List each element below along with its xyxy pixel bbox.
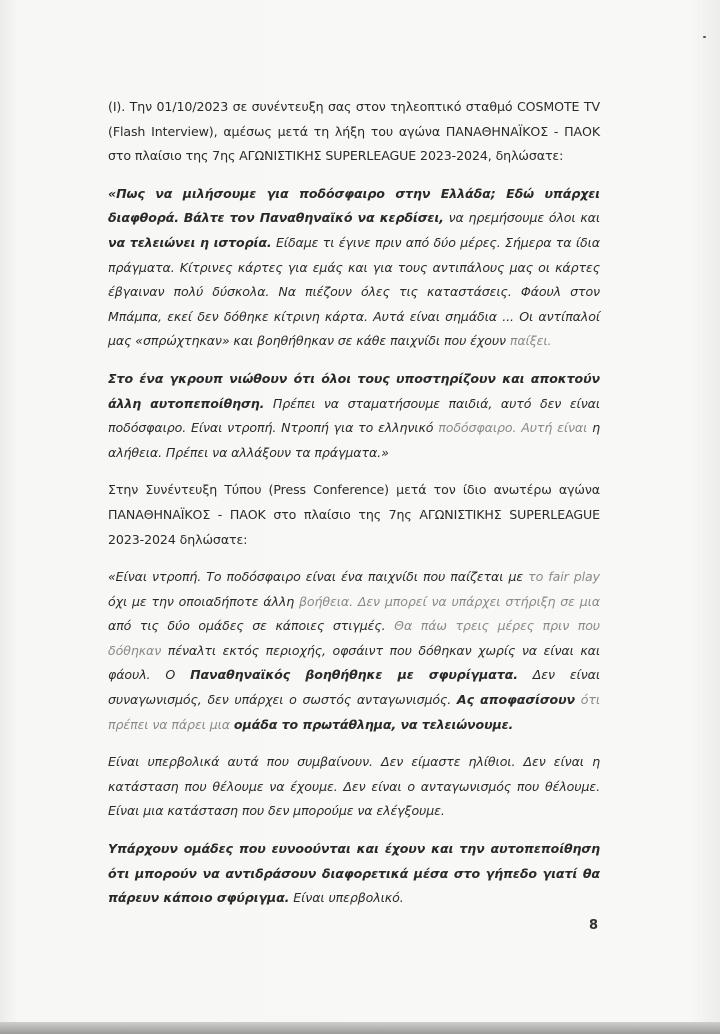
scan-bottom-edge xyxy=(0,1022,720,1034)
quote1-bold-3: να τελειώνει η ιστορία. xyxy=(108,234,272,250)
press-paragraph: Στην Συνέντευξη Τύπου (Press Conference) μετά τον ίδιο ανωτέρω αγώνα ΠΑΝΑΘΗΝΑΪΚΟΣ - ΠΑΟΚ στο πλαίσιο της 7ης ΑΓΩΝΙΣΤΙΚΗΣ SUPERLEAGUE 2023-2024 δηλώσατε: xyxy=(108,482,600,547)
quote3-faded-2: βοήθεια. Δεν μπορεί να υπάρχει στήριξη σε μια xyxy=(298,593,601,609)
quote3-faded-1: το fair play xyxy=(528,569,600,585)
quote2-end: η αλήθεια. Πρέπει να αλλάξουν τα πράγματα.» xyxy=(108,420,600,460)
quote1-bold-1: «Πως να μιλήσουμε για ποδόσφαιρο στην Ελλάδα; Εδώ υπάρχει διαφθορά. xyxy=(108,185,600,226)
quote3-text-3: από τις δύο ομάδες σε κάποιες στιγμές. xyxy=(108,618,386,634)
quote3-text-1: «Είναι ντροπή. Το ποδόσφαιρο είναι ένα παιχνίδι που παίζεται με xyxy=(108,569,524,585)
page-number: 8 xyxy=(589,918,599,933)
quote-paragraph-3 xyxy=(108,565,600,737)
quote-paragraph-1 xyxy=(108,182,600,354)
intro-paragraph: (Ι). Την 01/10/2023 σε συνέντευξη σας στον τηλεοπτικό σταθμό COSMOTE TV (Flash Interview), αμέσως μετά τη λήξη του αγώνα ΠΑΝΑΘΗΝΑΪΚΟΣ - ΠΑΟΚ στο πλαίσιο της 7ης ΑΓΩΝΙΣΤΙΚΗΣ SUPERLEAGUE 2023-2024, δηλώσατε: xyxy=(108,99,600,164)
quote1-faded: παίξει. xyxy=(509,333,552,349)
quote3-text-4: πέναλτι εκτός περιοχής, οφσάιντ που δόθηκαν χωρίς να είναι και φάουλ. Ο xyxy=(108,642,601,683)
quote-paragraph-4: Είναι υπερβολικά αυτά που συμβαίνουν. Δεν είμαστε ηλίθιοι. Δεν είναι η κατάσταση που θέλουμε να έχουμε. Δεν είναι ο ανταγωνισμός που θέλουμε. Είναι μια κατάσταση που δεν μπορούμε να ελέγξουμε. xyxy=(108,754,600,819)
quote1-text-2: Είδαμε τι έγινε πριν από δύο μέρες. Σήμερα τα ίδια πράγματα. Κίτρινες κάρτες για εμάς και για τους αντιπάλους μας οι κάρτες έβγαιναν πολύ δύσκολα. Να πιέζουν όλες τις καταστάσεις. Φάουλ στον Μπάμπα, εκεί δεν δόθηκε κίτρινη κάρτα. Αυτά είναι σημάδια ... Οι αντίπαλοί μας «σπρώχτηκαν» και βοηθήθηκαν σε κάθε παιχνίδι που έχουν xyxy=(108,234,600,349)
quote5-text: Είναι υπερβολικό. xyxy=(293,890,404,906)
quote3-text-2: όχι με την οποιαδήποτε άλλη xyxy=(108,593,295,609)
quote-paragraph-2 xyxy=(108,367,600,465)
scan-speck xyxy=(703,36,706,38)
quote3-faded-4: ότι πρέπει να πάρει μια xyxy=(108,692,600,732)
quote2-text: Πρέπει να σταματήσουμε παιδιά, αυτό δεν είναι ποδόσφαιρο. Είναι ντροπή. Ντροπή για το ελληνικό xyxy=(108,395,601,436)
quote3-bold-3: ομάδα το πρωτάθλημα, να τελειώνουμε. xyxy=(233,716,514,732)
quote1-text-1: να ηρεμήσουμε όλοι και xyxy=(448,210,601,226)
quote-paragraph-5 xyxy=(108,837,600,911)
quote2-faded: ποδόσφαιρο. Αυτή είναι xyxy=(438,420,588,436)
quote3-text-5: Δεν είναι συναγωνισμός, δεν υπάρχει ο σωστός ανταγωνισμός. xyxy=(108,667,600,708)
quote3-bold-1: Παναθηναϊκός βοηθήθηκε με σφυρίγματα. xyxy=(190,667,518,683)
quote2-bold: Στο ένα γκρουπ νιώθουν ότι όλοι τους υποστηρίζουν και αποκτούν άλλη αυτοπεποίθηση. xyxy=(108,370,600,411)
quote3-faded-3: Θα πάω τρεις μέρες πριν που δόθηκαν xyxy=(108,618,600,658)
document-body xyxy=(108,95,600,924)
quote5-bold: Υπάρχουν ομάδες που ευνοούνται και έχουν και την αυτοπεποίθηση ότι μπορούν να αντιδράσουν διαφορετικά μέσα στο γήπεδο γιατί θα πάρευν κάποιο σφύριγμα. xyxy=(108,841,600,906)
quote3-bold-2: Ας αποφασίσουν xyxy=(456,692,575,708)
quote1-bold-2: Βάλτε τον Παναθηναϊκό να κερδίσει, xyxy=(183,210,444,226)
